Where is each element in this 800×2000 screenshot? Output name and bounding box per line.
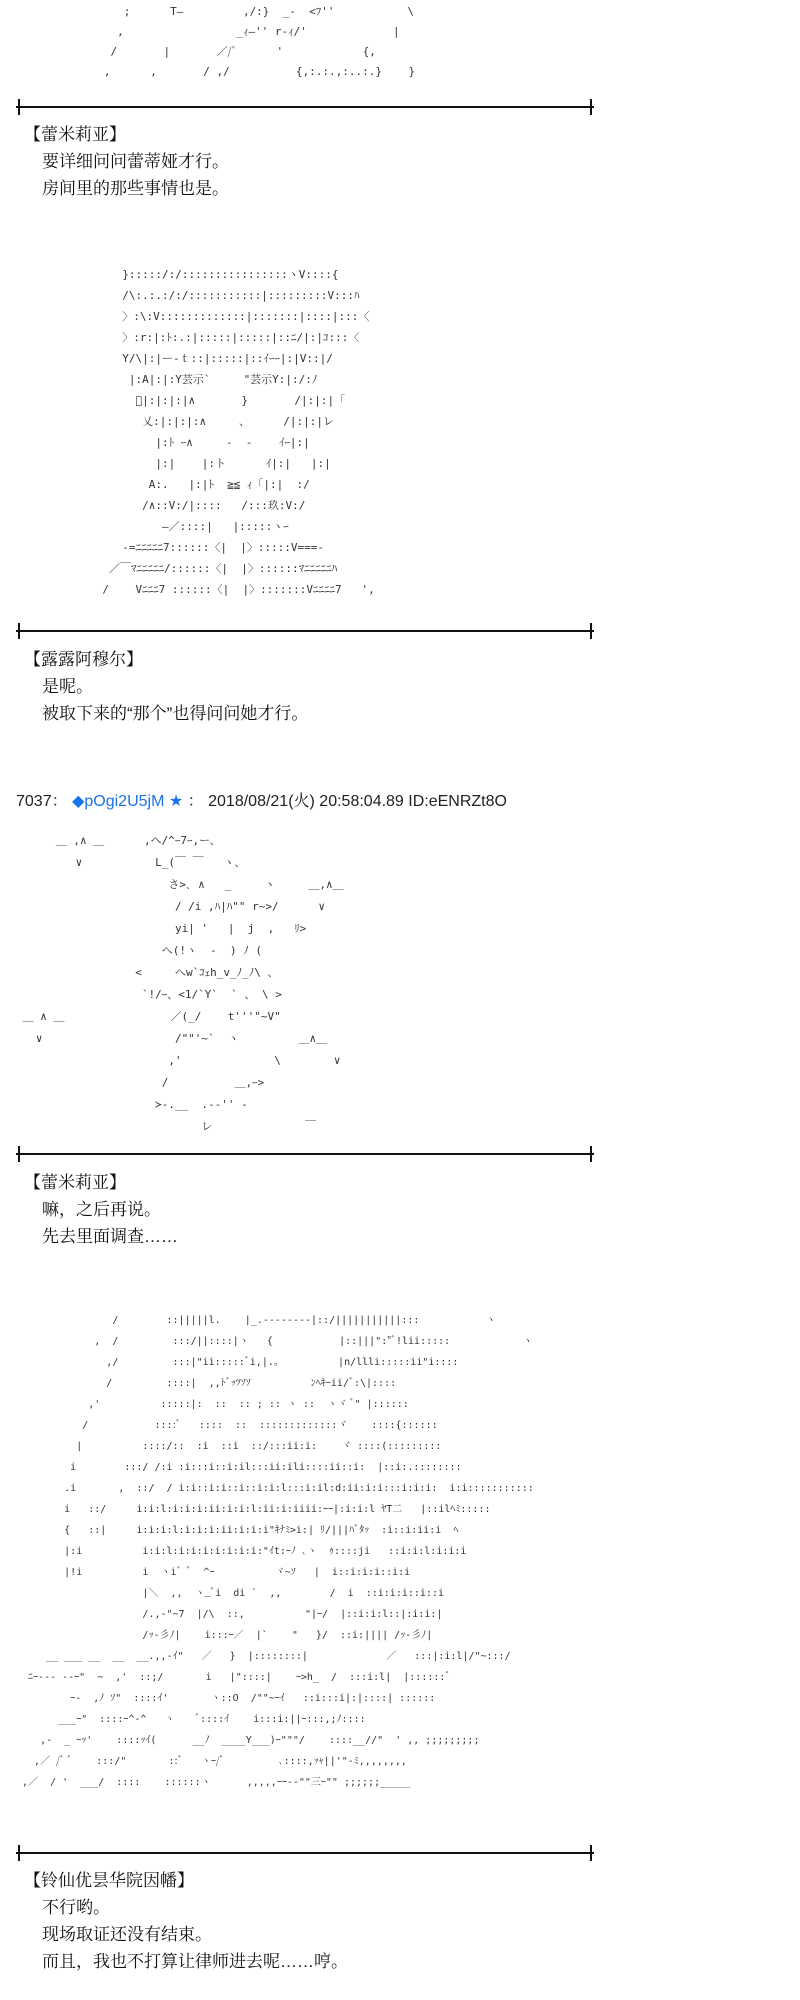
ascii-art-large: / ::|||||l. |_.--------|::/|||||||||||::: ヽ , / :::/||::::|ヽ { |::|||":"ﾞ!lii::::: ヽ ,/ :::|"ii:::::ﾞi,|.。 |n/llli:::::ii"i:::: / ::::| ,,ﾄﾞｯﾂｿｿ ﾝﾍｷｰii/ﾞ:\|:::: ,' :::::|: :: :: ; :: ヽ :: ヽヾ ﾞ" |:::::: / ::::ﾞ :::: :: :::::::::::::ヾ ::::{:::::: | ::::/:: :i ::i ::/:::ii:i: ヾ ::::(::::::::: i :::/ /:i :i:::i::i:il:::ii:ili::::ii::i: |::i:.:::::::: .i , ::/ / i:i::i:i::i::i:i:l:::i:il:d:ii:i:i:::i:i:i: i:i::::::::::: i ::/ i:i:l:i:i:i:ii:i:i:l:ii:i:iiii:ｰｰ|:i:i:l ﾔT二 |::ilﾍﾐ::::: { ::| i:i:i:l:i:i:i:ii:i:i:i"ｷﾅﾐ>i:| ﾘ/|||ﾊﾞﾀｯ :i::i:ii:i ﾍ |:i i:i:l:i:i:i:i:i:i:i:"ｲt:ｰﾉ ､ヽ ｩ::::ji ::i:i:l:i:i:i |!i i ヽi゛ﾞ ^ｰ ヾ~ｿ | i::i:i:i::i:i |＼ ,, ヽ_ﾞi di ` ,, / i ::i:i:i::i::i /.,-"~7 |/\ ::, "|ｰ/ |::i:i:l::|:i:i:| /ｯ-彡ﾉ| i:::ｰ／ |` " }/ ::i:|||| /ｯ-彡ﾉ| __ ___ __ __ __.,,-ｲ" ／ } |::::::::| ／ :::|:i:l|/"~:::/ ﾆｰ‐-- --ｰ" ~ ,' ::;/ i |"::::| ｰ>h_ / :::i:l| |::::::ﾞ ｰ- ,ﾉ ｿ" ::::ｲ' ヽ::O /""~ｰｲ ::i:::i|:|::::| :::::: ___ｰ" ::::ｰ^-^ ヽ ﾞ::::ｲ i:::i:||ｰ:::,;ﾉ:::: ,- _ ｰｯ' ::::ｯｲ( __ﾉ ____Y___)ｰ"""/ ::::__//" ' ,, ;;;;;;;;; ,／ /ﾞ ﾞ :::/" ::ﾞ ヽｰ/ﾞ ､::::,ｯｬ||'"-ﾐ,,,,,,,, ,／ / ' ___/ :::: ::::::ヽ ,,,,,ｰｰ‐‐""三ｰ"" ;;;;;;_____ [22,1315,534,1788]
divider [16,630,594,632]
dialogue-line: 先去里面调查…… [42,1227,178,1246]
dialogue-line: 而且，我也不打算让律师进去呢……哼。 [42,1952,348,1971]
ascii-art-sparkle: ＿ ,∧ ＿ ,ヘ/^ｰ7ｰ,ー、 ∨ L_(￣ ￣ ヽ、 さ>､ ∧ _ ヽ ＿,∧＿ / /i ,ﾊ|ﾊ"" r~>/ ∨ yi| ' | j , ﾘ> へ(!ヽ - ) ﾉ ( < へw`ｺｪh_v_ﾉ_ﾉ\ 、 `!/ｰ、<1/`Y` ` 、 \ > ＿ ∧ ＿ ／(_/ t'''"~V" ∨ /""'~` ヽ ＿∧＿ ,' \ ∨ / ＿,ｰ> ≻-.__ .--'' ‐ レ ￣ [22,834,344,1133]
speaker-name: 【露露阿穆尔】 [24,650,143,669]
poster-name-link[interactable]: pOgi2U5jM [84,793,165,810]
star-icon: ★ [168,793,184,810]
speaker-name: 【铃仙优昙华院因幡】 [24,1871,194,1890]
ascii-art-top: ; T― ,/:} _- <ﾌ'' \ , _ｨ―'' r-ｨ/' | / | ／/ﾞ ' {, , , / ,/ {,:.:.,:..:.} } [103,5,416,78]
speaker-name: 【蕾米莉亚】 [24,125,126,144]
dialogue-line: 被取下来的“那个”也得问问她才行。 [42,704,309,723]
divider [16,1153,594,1155]
dialogue-line: 不行哟。 [42,1898,110,1917]
divider [16,106,594,108]
ascii-art-portrait: }:::::/:/::::::::::::::::ヽV::::{ /\:.:.:/:/:::::::::::|:::::::::V:::ﾊ 〉:\:V:::::::::::::|:::::::|::::|:::〈 〉:r:|:ﾄ:.:|:::::|:::::|::ﾆ/|:|ｺ:::〈 Y/\|:|ー‐ｔ::|:::::|::ｲｰｰ|:|V::|/ |:A|:|:Y芸示` "芸示Y:|:/:ﾉ ﾞ|:|:|:|∧ } /|:|:|「 乂:|:|:|:∧ 、 /|:|:|レ |:ﾄ ｰ∧ - - ｲｰ|:| |:| |:ト ｲ|:| |:| A:. |:|ﾄ ≧≦ ｨ「|:| :/ /∧::V:/|:::: /:::玖:V:/ ―／::::| |:::::ヽｰ -=ﾆﾆﾆﾆﾆ7::::::〈| |〉:::::V===- ／￣ﾏﾆﾆﾆﾆﾆ/::::::〈| |〉::::::ﾏﾆﾆﾆﾆﾆﾊ / Vﾆﾆﾆ7 ::::::〈| |〉:::::::Vﾆﾆﾆﾆ7 ', [102,268,375,596]
dialogue-line: 嘛，之后再说。 [42,1200,161,1219]
post-number: 7037： [16,793,68,810]
dialogue-line: 是呢。 [42,677,93,696]
dialogue-line: 要详细问问蕾蒂娅才行。 [42,152,229,171]
dialogue-line: 房间里的那些事情也是。 [42,179,229,198]
post-header [16,788,507,811]
tripcode-diamond-icon: ◆ [72,793,85,810]
divider [16,1852,594,1854]
separator: ： [187,793,204,810]
post-date-id: 2018/08/21(火) 20:58:04.89 ID:eENRZt8O [208,793,507,810]
dialogue-line: 现场取证还没有结束。 [42,1925,212,1944]
speaker-name: 【蕾米莉亚】 [24,1173,126,1192]
